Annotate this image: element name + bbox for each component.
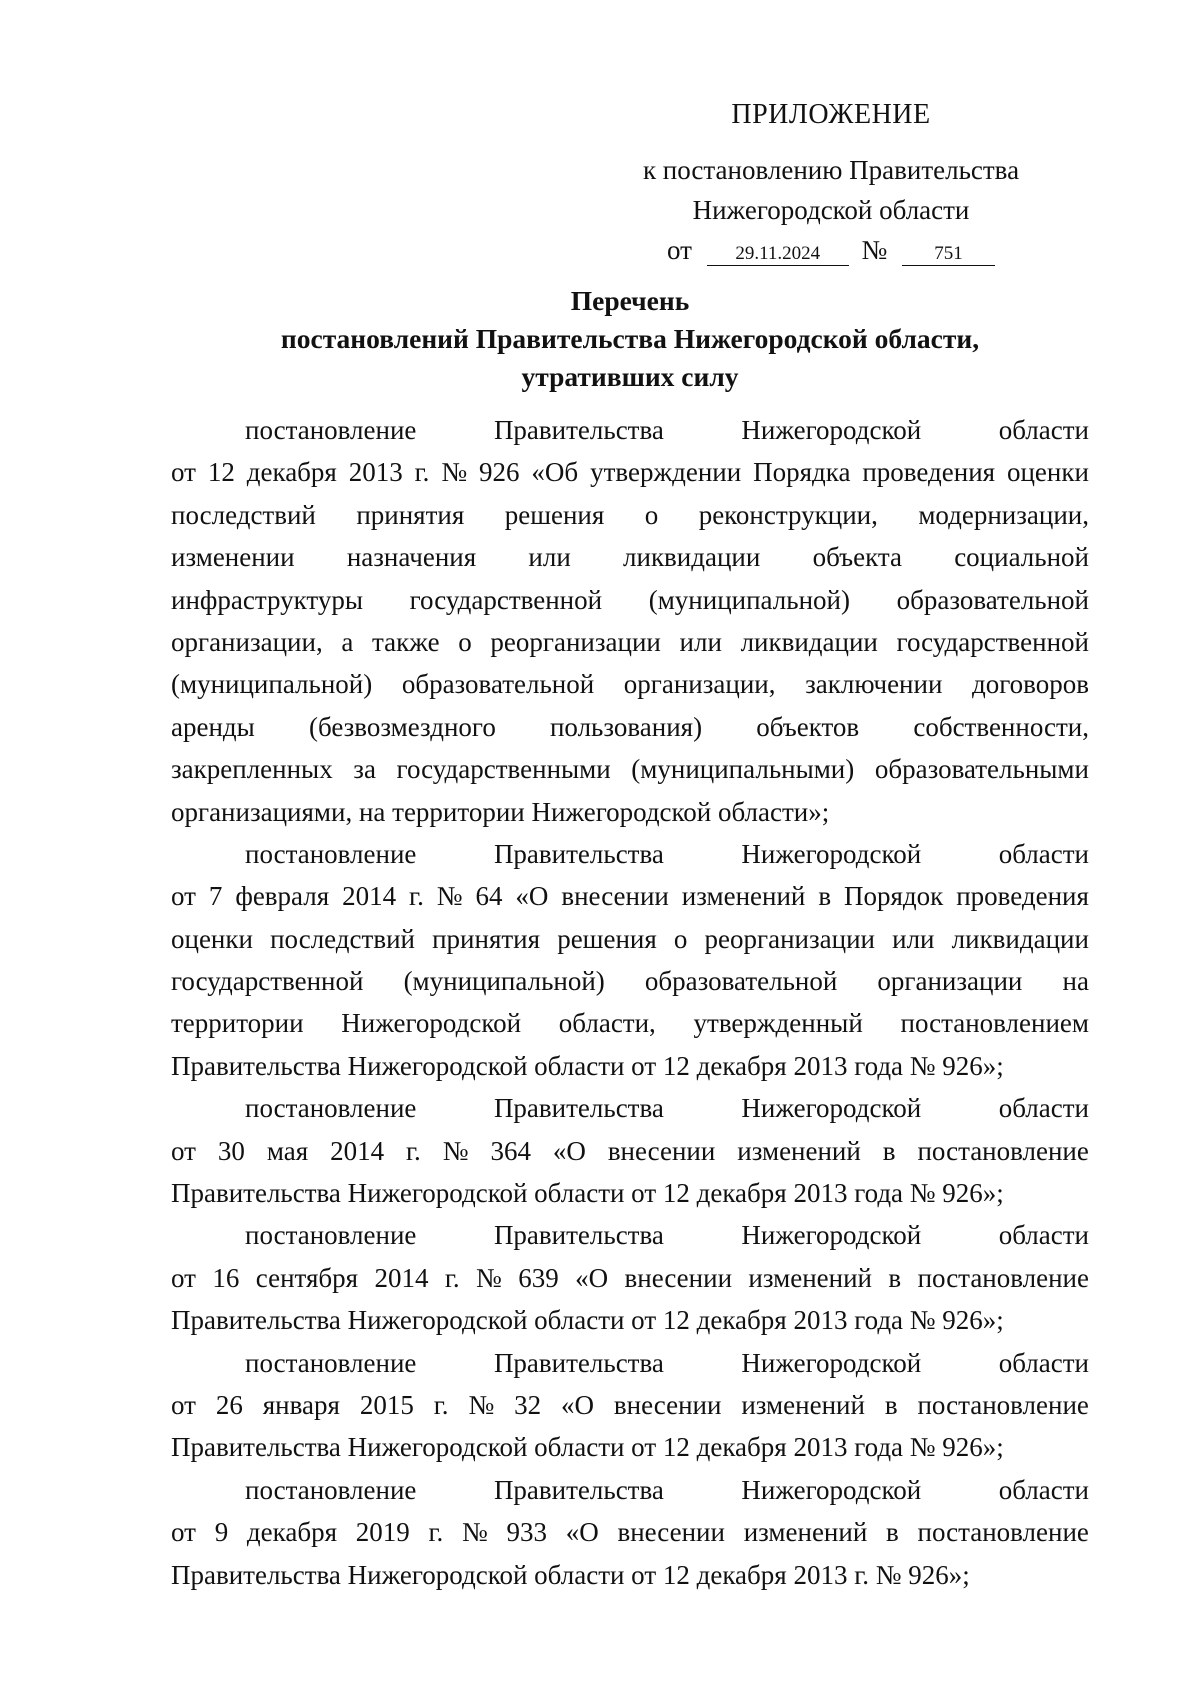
word: «О — [561, 1389, 595, 1420]
word: декабря — [246, 1517, 337, 1548]
word: области — [998, 838, 1089, 869]
word: (муниципальной) — [403, 966, 605, 997]
word: образовательной — [401, 669, 595, 700]
word: ликвидации — [951, 923, 1089, 954]
word: решения — [504, 499, 605, 530]
list-item-line — [171, 1257, 1089, 1299]
word: Правительства — [493, 1347, 664, 1378]
word: № — [476, 1262, 502, 1293]
word: Правительства Нижегородской области от 12 декабря 2013 года № 926»; — [171, 1432, 1004, 1463]
word: а — [341, 626, 354, 657]
word: оценки — [1006, 457, 1089, 488]
word: принятия — [356, 499, 465, 530]
word: организациями, на территории Нижегородской области»; — [171, 796, 830, 827]
word: 32 — [514, 1389, 542, 1420]
word: № — [442, 1135, 469, 1166]
word: инфраструктуры — [171, 584, 363, 615]
word: постановление — [917, 1135, 1089, 1166]
word: 2014 — [374, 1262, 429, 1293]
word: государственными — [396, 754, 611, 785]
word: Порядок — [844, 881, 944, 912]
word: образовательной — [644, 966, 838, 997]
word: в — [888, 1262, 902, 1293]
word: изменений — [743, 1517, 868, 1548]
list-item-line — [171, 621, 1089, 663]
list-item-line — [171, 1045, 1089, 1087]
word: организации, — [623, 669, 776, 700]
word: (муниципальными) — [631, 754, 855, 785]
appendix-date-line — [618, 230, 1044, 270]
word: на — [1062, 966, 1089, 997]
word: «О — [552, 1135, 586, 1166]
list-item-line — [171, 494, 1089, 536]
word: Правительства — [493, 1220, 664, 1251]
word: Нижегородской — [741, 1220, 922, 1251]
word: области — [998, 1347, 1089, 1378]
list-item-line — [171, 791, 1089, 833]
list-item-line — [171, 1214, 1089, 1256]
word: заключении — [805, 669, 943, 700]
word: организации — [877, 966, 1023, 997]
list-item — [171, 1214, 1089, 1341]
word: последствий — [171, 499, 316, 530]
word: объекта — [812, 542, 902, 573]
word: января — [262, 1389, 340, 1420]
word: образовательной — [896, 584, 1089, 615]
list-item-line — [171, 875, 1089, 917]
word: 26 — [215, 1389, 243, 1420]
word: области — [998, 1474, 1089, 1505]
word: Правительства — [493, 838, 664, 869]
word: пользования) — [549, 711, 703, 742]
word: 64 — [475, 881, 503, 912]
word: о — [458, 626, 472, 657]
word: г. — [406, 1135, 421, 1166]
word: государственной — [171, 966, 364, 997]
word: № — [436, 881, 463, 912]
list-item-line — [171, 1384, 1089, 1426]
list-item-line — [171, 706, 1089, 748]
word: от — [171, 1389, 196, 1420]
word: реконструкции, — [698, 499, 878, 530]
word: сентября — [255, 1262, 359, 1293]
word: также — [372, 626, 440, 657]
word: внесении — [617, 1517, 725, 1548]
word: решения — [557, 923, 657, 954]
word: 30 — [217, 1135, 245, 1166]
word: области — [998, 1093, 1089, 1124]
word: 16 — [212, 1262, 240, 1293]
word: мая — [266, 1135, 309, 1166]
word: ликвидации — [623, 542, 761, 573]
word: постановление — [245, 1220, 417, 1251]
word: или — [679, 626, 722, 657]
word: о — [673, 923, 688, 954]
word: постановление — [917, 1389, 1089, 1420]
word: «О — [515, 881, 549, 912]
list-item-line — [171, 960, 1089, 1002]
word: 926 — [479, 457, 520, 488]
word: г. — [433, 1389, 449, 1420]
word: Нижегородской — [341, 1008, 522, 1039]
word: Правительства — [493, 415, 664, 445]
word: Нижегородской — [741, 1093, 922, 1124]
word: 9 — [214, 1517, 229, 1548]
list-item-line — [171, 1087, 1089, 1129]
word: № — [461, 1517, 488, 1548]
word: в — [884, 1389, 898, 1420]
list-item-line — [171, 451, 1089, 493]
word: внесении — [607, 1135, 716, 1166]
word: проведения — [956, 881, 1089, 912]
word: г. — [428, 1517, 444, 1548]
word: г. — [444, 1262, 460, 1293]
word: от — [171, 881, 196, 912]
word: объектов — [756, 711, 860, 742]
list-item-line — [171, 1554, 1089, 1596]
word: организации, — [171, 626, 323, 657]
word: Нижегородской — [741, 838, 922, 869]
word: за — [353, 754, 376, 785]
word: Правительства Нижегородской области от 12 декабря 2013 г. № 926»; — [171, 1559, 970, 1590]
word: Нижегородской — [741, 1474, 922, 1505]
word: «О — [565, 1517, 599, 1548]
word: области — [998, 415, 1089, 445]
list-item — [171, 1342, 1089, 1469]
word: Правительства Нижегородской области от 12 декабря 2013 года № 926»; — [171, 1178, 1004, 1209]
appendix-line-1: к постановлению Правительства — [642, 155, 1020, 185]
word: внесении — [624, 1262, 733, 1293]
word: 12 — [207, 457, 235, 488]
word: проведения — [862, 457, 996, 488]
word: государственной — [896, 626, 1089, 657]
word: 639 — [518, 1262, 559, 1293]
word: изменении — [171, 542, 295, 573]
word: территории — [171, 1008, 304, 1039]
word: области, — [558, 1008, 656, 1039]
word: внесении — [613, 1389, 722, 1420]
word: области — [998, 1220, 1089, 1251]
word: договоров — [972, 669, 1089, 700]
word: аренды — [171, 711, 255, 742]
document-title-line-1: Перечень — [570, 285, 690, 316]
word: принятия — [432, 923, 541, 954]
word: 2015 — [359, 1389, 414, 1420]
word: 933 — [506, 1517, 547, 1548]
word: № — [468, 1389, 495, 1420]
list-item-line — [171, 1130, 1089, 1172]
word: последствий — [270, 923, 415, 954]
word: 2014 — [330, 1135, 385, 1166]
document-title-line-2: постановлений Правительства Нижегородской области, — [280, 323, 980, 354]
word: внесении — [561, 881, 669, 912]
word: 7 — [208, 881, 223, 912]
word: или — [892, 923, 935, 954]
appendix-line-2: Нижегородской области — [692, 195, 970, 225]
list-item-line — [171, 1002, 1089, 1044]
word: реорганизации — [490, 626, 661, 657]
list-item-line — [171, 409, 1089, 451]
word: Нижегородской — [741, 415, 922, 445]
word: в — [818, 881, 832, 912]
list-item-line — [171, 1426, 1089, 1468]
word: декабря — [246, 457, 337, 488]
word: (муниципальной) — [171, 669, 373, 700]
word: Правительства — [493, 1474, 664, 1505]
list-item-line — [171, 663, 1089, 705]
list-item — [171, 409, 1089, 833]
word: изменений — [741, 1389, 865, 1420]
word: г. — [409, 881, 424, 912]
word: постановление — [245, 1347, 417, 1378]
word: утверждении — [590, 457, 742, 488]
word: собственности, — [913, 711, 1089, 742]
word: (муниципальной) — [648, 584, 850, 615]
list-item — [171, 833, 1089, 1087]
word: оценки — [171, 923, 253, 954]
word: 2014 — [342, 881, 397, 912]
word: социальной — [954, 542, 1089, 573]
word: постановление — [917, 1262, 1089, 1293]
word: в — [886, 1517, 899, 1548]
word: Правительства Нижегородской области от 12 декабря 2013 года № 926»; — [171, 1050, 1004, 1081]
appendix-title: ПРИЛОЖЕНИЕ — [731, 99, 931, 130]
word: ликвидации — [740, 626, 878, 657]
list-item — [171, 1469, 1089, 1596]
list-item-line — [171, 1511, 1089, 1553]
list-item-line — [171, 1342, 1089, 1384]
word: постановление — [917, 1517, 1089, 1548]
list-item-line — [171, 1469, 1089, 1511]
list-item-line — [171, 579, 1089, 621]
word: реорганизации — [704, 923, 875, 954]
word: № — [441, 457, 468, 488]
word: от — [171, 1135, 196, 1166]
word: о — [644, 499, 659, 530]
word: от — [171, 457, 196, 488]
word: от — [171, 1517, 196, 1548]
word: «Об — [531, 457, 579, 488]
word: образовательными — [874, 754, 1089, 785]
word: 364 — [490, 1135, 531, 1166]
word: «О — [575, 1262, 609, 1293]
word: Правительства — [493, 1093, 664, 1124]
word: 2013 — [348, 457, 403, 488]
word: или — [528, 542, 571, 573]
word: утвержденный — [693, 1008, 863, 1039]
list-item — [171, 1087, 1089, 1214]
list-item-line — [171, 1172, 1089, 1214]
from-label: от — [667, 235, 692, 265]
appendix-reference — [618, 150, 1044, 270]
word: в — [882, 1135, 896, 1166]
word: назначения — [346, 542, 477, 573]
word: постановление — [245, 1093, 417, 1124]
word: изменений — [737, 1135, 861, 1166]
word: 2019 — [355, 1517, 410, 1548]
list-item-line — [171, 748, 1089, 790]
document-title — [170, 282, 1090, 396]
word: изменений — [681, 881, 806, 912]
word: постановлением — [900, 1008, 1089, 1039]
repealed-decrees-list — [171, 409, 1089, 1596]
list-item-line — [171, 1299, 1089, 1341]
word: закрепленных — [171, 754, 333, 785]
word: (безвозмездного — [308, 711, 496, 742]
word: постановление — [245, 1474, 417, 1505]
word: от — [171, 1262, 196, 1293]
number-sign: № — [861, 235, 888, 265]
list-item-line — [171, 536, 1089, 578]
list-item-line — [171, 833, 1089, 875]
word: Порядка — [753, 457, 851, 488]
word: постановление — [245, 415, 417, 445]
word: модернизации, — [918, 499, 1089, 530]
decree-date-field: 29.11.2024 — [707, 243, 849, 266]
list-item-line — [171, 918, 1089, 960]
document-title-line-3: утративших силу — [521, 361, 739, 392]
word: государственной — [409, 584, 603, 615]
word: Нижегородской — [741, 1347, 922, 1378]
word: февраля — [235, 881, 330, 912]
word: постановление — [245, 838, 417, 869]
word: Правительства Нижегородской области от 12 декабря 2013 года № 926»; — [171, 1305, 1004, 1336]
decree-number-field: 751 — [902, 243, 995, 266]
word: изменений — [748, 1262, 873, 1293]
word: г. — [414, 457, 430, 488]
